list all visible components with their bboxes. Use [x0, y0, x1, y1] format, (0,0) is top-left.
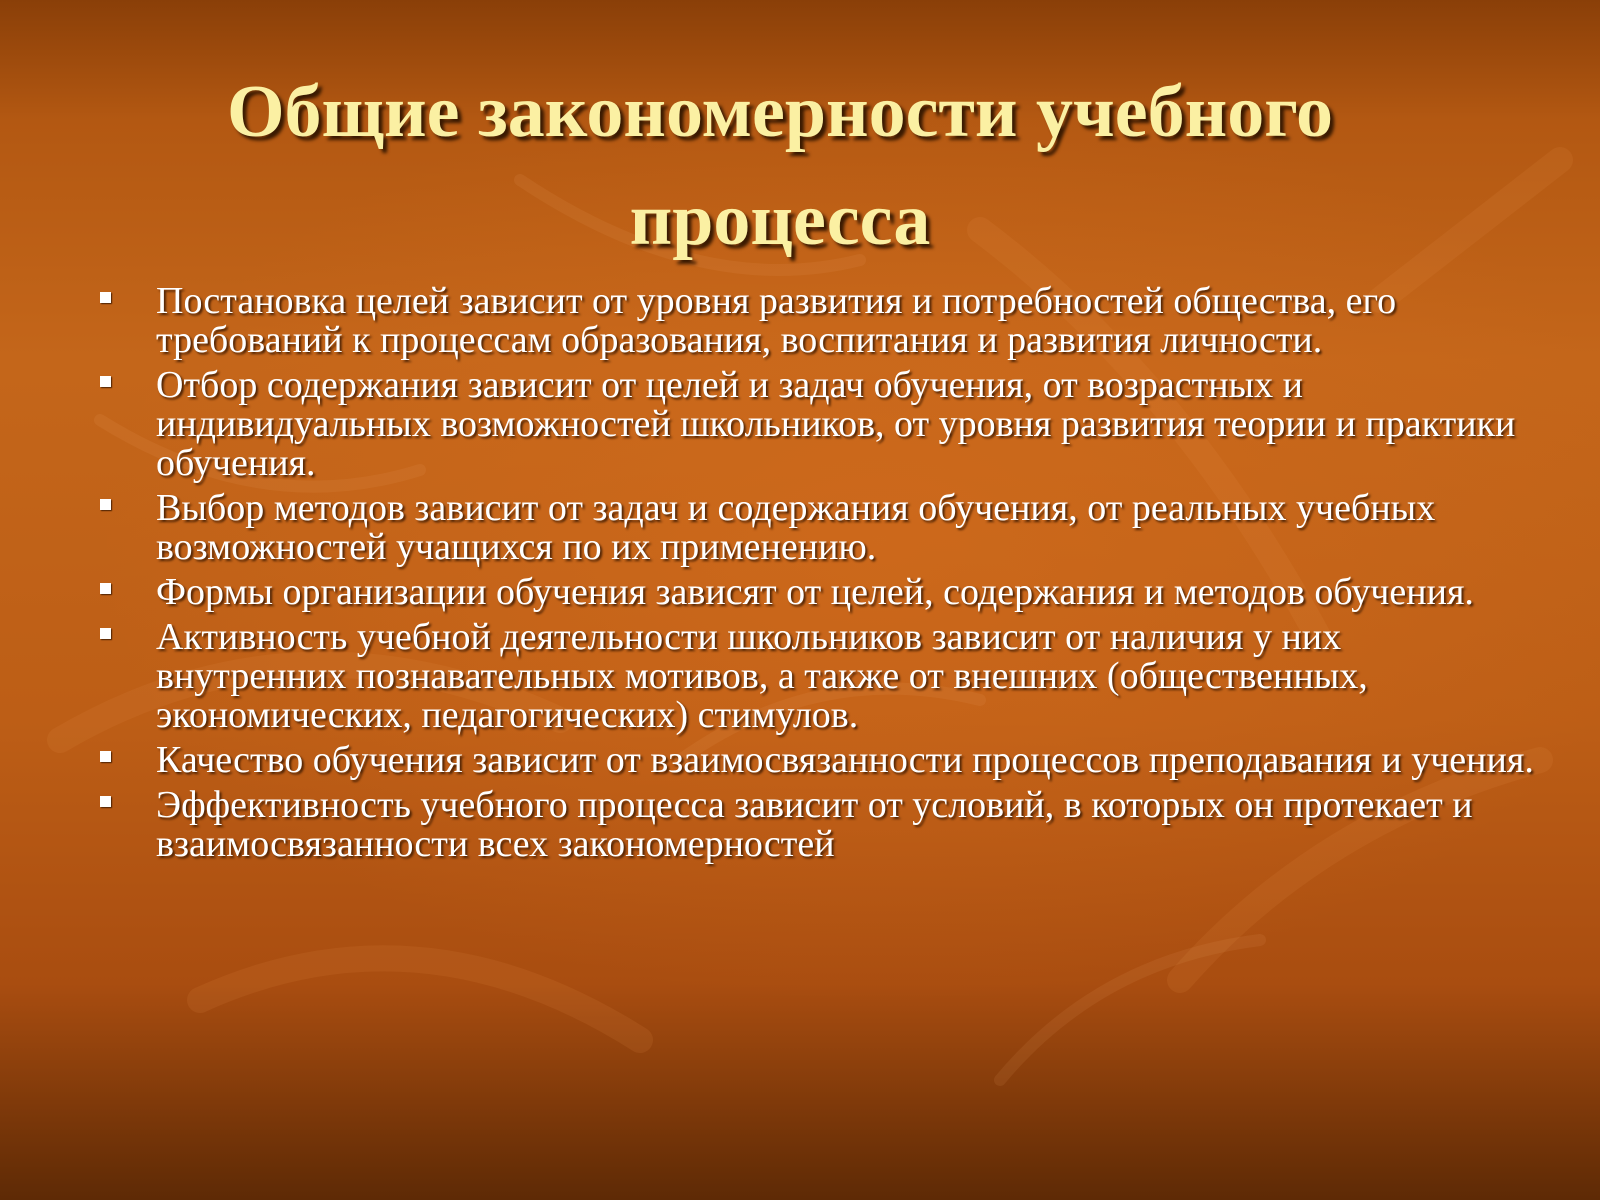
square-bullet-icon [100, 499, 111, 510]
square-bullet-icon [100, 796, 111, 807]
bullet-text: Активность учебной деятельности школьников зависит от наличия у них внутренних познавательных мотивов, а также от внешних (общественных, экономических, педагогических) стимулов. [156, 616, 1368, 736]
square-bullet-icon [100, 628, 111, 639]
bullet-item [96, 618, 1536, 735]
bullet-text: Качество обучения зависит от взаимосвязанности процессов преподавания и учения. [156, 739, 1534, 781]
bullet-item [96, 489, 1536, 567]
bullet-item [96, 282, 1536, 360]
bullet-item [96, 786, 1536, 864]
bullet-list [96, 282, 1536, 870]
bullet-text: Формы организации обучения зависят от целей, содержания и методов обучения. [156, 571, 1474, 613]
square-bullet-icon [100, 376, 111, 387]
bullet-item [96, 573, 1536, 612]
square-bullet-icon [100, 583, 111, 594]
square-bullet-icon [100, 751, 111, 762]
bullet-text: Отбор содержания зависит от целей и задач обучения, от возрастных и индивидуальных возможностей школьников, от уровня развития теории и практики обучения. [156, 364, 1516, 484]
bullet-item [96, 366, 1536, 483]
slide-title: Общие закономерности учебного процесса [227, 71, 1333, 261]
bullet-item [96, 741, 1536, 780]
bullet-text: Выбор методов зависит от задач и содержания обучения, от реальных учебных возможностей учащихся по их применению. [156, 487, 1436, 568]
square-bullet-icon [100, 292, 111, 303]
bullet-text: Эффективность учебного процесса зависит от условий, в которых он протекает и взаимосвязанности всех закономерностей [156, 784, 1473, 865]
bullet-text: Постановка целей зависит от уровня развития и потребностей общества, его требований к процессам образования, воспитания и развития личности. [156, 280, 1397, 361]
